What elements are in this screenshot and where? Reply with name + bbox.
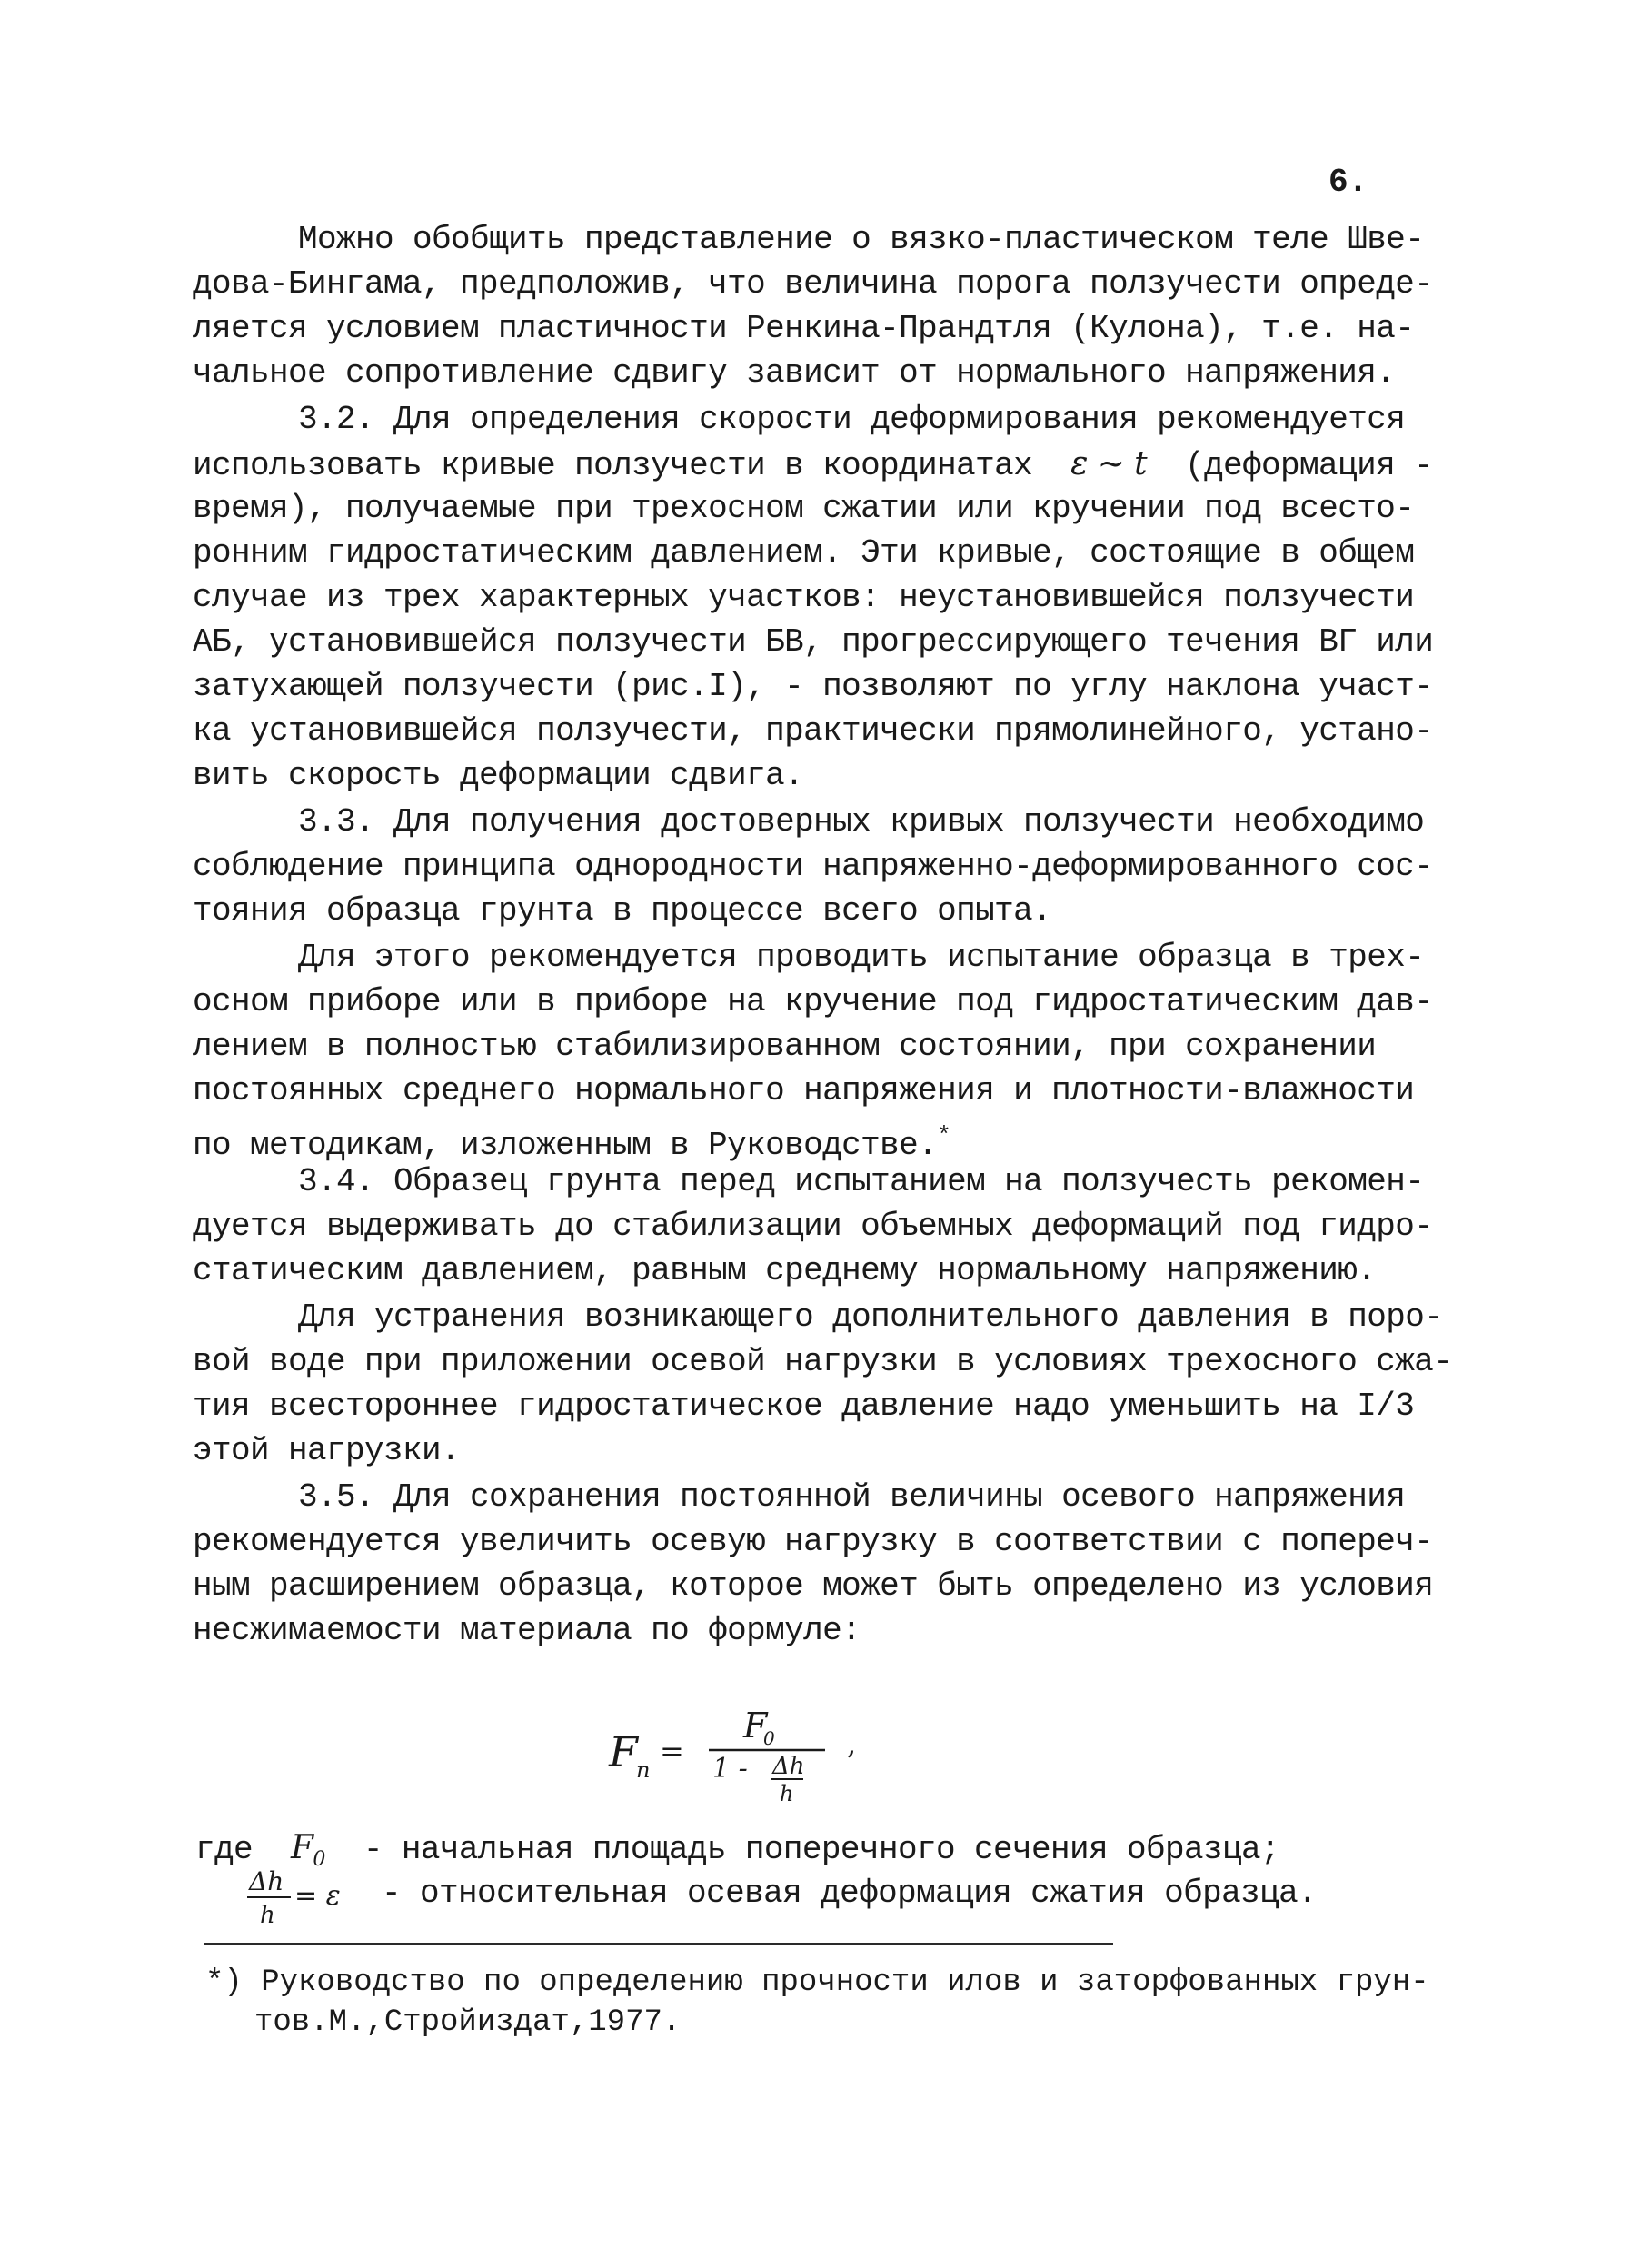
eps-numerator: Δh: [249, 1866, 284, 1896]
area-formula-graphic: [600, 1697, 872, 1806]
body-line: вить скорость деформации сдвига.: [193, 757, 804, 794]
body-line: дова-Бингама, предположив, что величина порога ползучести опреде-: [193, 265, 1434, 303]
body-line: ным расширением образца, которое может быть определено из условия: [193, 1567, 1434, 1605]
formula-numerator: F: [743, 1706, 768, 1746]
body-line-text: использовать кривые ползучести в координатах: [193, 447, 1033, 484]
body-line: ляется условием пластичности Ренкина-Прандтля (Кулона), т.е. на-: [193, 310, 1415, 347]
body-line: статическим давлением, равным среднему нормальному напряжению.: [193, 1252, 1377, 1289]
body-line: случае из трех характерных участков: неустановившейся ползучести: [193, 579, 1415, 616]
footnote-line: тов.М.,Стройиздат,1977.: [254, 2005, 682, 2040]
body-line: тия всестороннее гидростатическое давление надо уменьшить на I/3: [193, 1388, 1415, 1425]
body-line: осном приборе или в приборе на кручение под гидростатическим дав-: [193, 983, 1434, 1020]
body-line: Можно обобщить представление о вязко-пластическом теле Шве-: [298, 221, 1425, 258]
body-line: Для устранения возникающего дополнительного давления в поро-: [298, 1298, 1444, 1336]
body-line: тояния образца грунта в процессе всего опыта.: [193, 892, 1052, 930]
epsilon-description: - относительная осевая деформация сжатия образца.: [382, 1875, 1318, 1912]
footnote-reference: *: [937, 1122, 951, 1149]
footnote-separator: [204, 1943, 1113, 1945]
area-formula: [600, 1697, 872, 1806]
body-line: 3.2. Для определения скорости деформирования рекомендуется: [298, 401, 1406, 438]
f0-subscript: 0: [313, 1848, 325, 1872]
formula-comma: ,: [847, 1726, 857, 1761]
body-line: этой нагрузки.: [193, 1432, 461, 1469]
formula-lhs: F: [609, 1727, 638, 1776]
formula-numerator-sub: 0: [763, 1727, 775, 1749]
formula-denominator-dh: Δh: [772, 1753, 805, 1780]
formula-equals: =: [660, 1734, 684, 1768]
body-line: вой воде при приложении осевой нагрузки в условиях трехосного сжа-: [193, 1343, 1453, 1380]
body-line: время), получаемые при трехосном сжатии или кручении под всесто-: [193, 490, 1415, 527]
body-line: несжимаемости материала по формуле:: [193, 1612, 861, 1649]
body-line: 3.3. Для получения достоверных кривых ползучести необходимо: [298, 803, 1425, 841]
body-line: затухающей ползучести (рис.I), - позволяют по углу наклона участ-: [193, 668, 1434, 705]
footnote-text: Руководство по определению прочности илов и заторфованных грун-: [261, 1965, 1429, 2000]
epsilon-fraction-graphic: [245, 1865, 373, 1928]
body-line: дуется выдерживать до стабилизации объемных деформаций под гидро-: [193, 1208, 1434, 1245]
f0-symbol: [291, 1829, 325, 1872]
body-line: ронним гидростатическим давлением. Эти кривые, состоящие в общем: [193, 534, 1415, 572]
formula-denominator-one: 1 -: [712, 1753, 748, 1785]
eps-equals: = ε: [294, 1880, 341, 1912]
coordinates-formula: ε ~ t: [1070, 445, 1148, 482]
body-line: лением в полностью стабилизированном состоянии, при сохранении: [193, 1028, 1377, 1065]
body-line-text: по методикам, изложенным в Руководстве.: [193, 1127, 938, 1164]
where-word: где: [195, 1831, 254, 1868]
body-line: [193, 443, 1433, 488]
body-line: ка установившейся ползучести, практически прямолинейного, устано-: [193, 712, 1434, 750]
eps-denominator: h: [260, 1902, 275, 1928]
f0-letter: F: [291, 1829, 313, 1866]
body-line: постоянных среднего нормального напряжения и плотности-влажности: [193, 1072, 1415, 1109]
body-line: Для этого рекомендуется проводить испытание образца в трех-: [298, 939, 1425, 976]
footnote-line: [205, 1963, 1429, 2003]
footnote-mark: *): [205, 1965, 243, 2000]
body-line: рекомендуется увеличить осевую нагрузку в соответствии с попереч-: [193, 1523, 1434, 1560]
page-number: 6.: [1328, 164, 1368, 201]
coordinates-note: (деформация -: [1185, 447, 1434, 484]
epsilon-definition-symbol: [245, 1865, 373, 1928]
f0-description: - начальная площадь поперечного сечения образца;: [363, 1831, 1280, 1868]
body-line: соблюдение принципа однородности напряженно-деформированного сос-: [193, 848, 1434, 885]
body-line: АБ, установившейся ползучести БВ, прогрессирующего течения ВГ или: [193, 623, 1434, 661]
formula-denominator-h: h: [780, 1781, 794, 1806]
formula-lhs-sub: n: [636, 1757, 651, 1783]
body-line: 3.5. Для сохранения постоянной величины осевого напряжения: [298, 1478, 1406, 1516]
body-line: чальное сопротивление сдвигу зависит от нормального напряжения.: [193, 354, 1396, 392]
body-line: 3.4. Образец грунта перед испытанием на ползучесть рекомен-: [298, 1163, 1425, 1200]
